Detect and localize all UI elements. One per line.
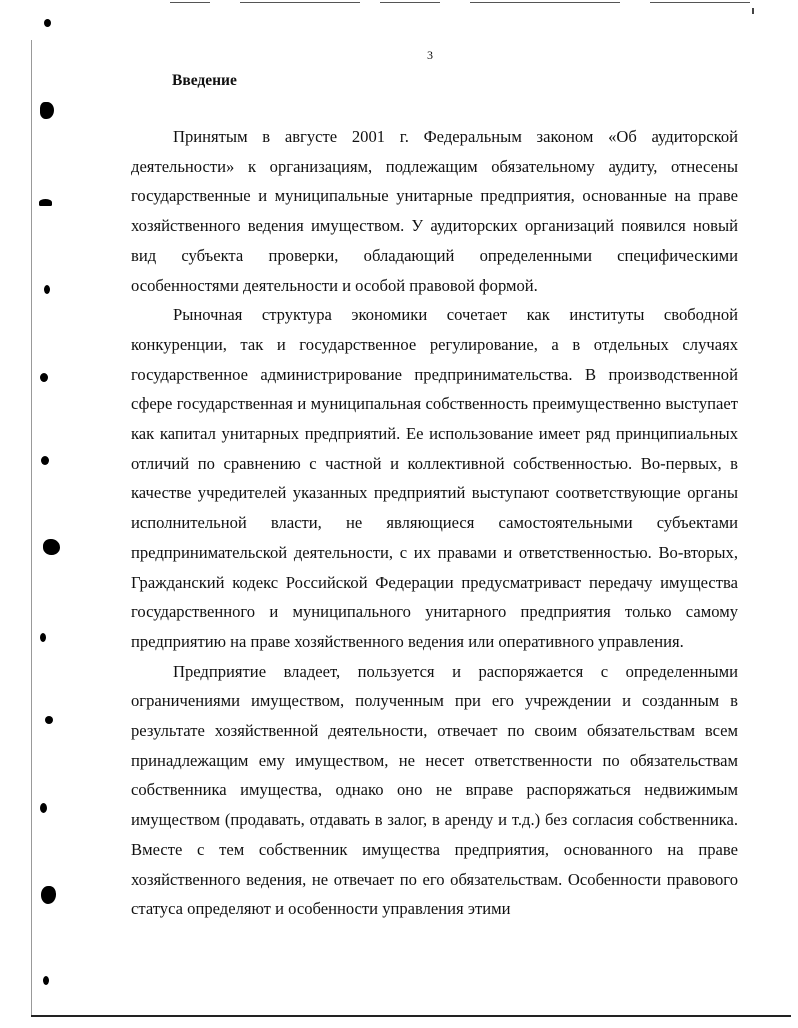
scan-top-rule [470, 2, 620, 3]
page-number: 3 [427, 48, 433, 62]
scan-left-rule [31, 40, 32, 1015]
scan-top-rule [380, 2, 440, 3]
body-text [131, 122, 738, 924]
paragraph: Рыночная структура экономики сочетает как институты свободной конкуренции, так и государственное регулирование, а в отдельных случаях государственное администрирование предпринимательства. В производственной сфере государственная и муниципальная собственность преимущественно выступает как капитал унитарных предприятий. Ее использование имеет ряд принципиальных отличий по сравнению с частной и коллективной собственностью. Во-первых, в качестве учредителей указанных предприятий выступают соответствующие органы исполнительной власти, не являющиеся самостоятельными субъектами предпринимательской деятельности, с их правами и ответственностью. Во-вторых, Гражданский кодекс Российской Федерации предусматриваст передачу имущества государственного и муниципального унитарного предприятия только самому предприятию на праве хозяйственного ведения или оперативного управления. [131, 305, 738, 651]
scan-corner-mark [752, 8, 754, 14]
punch-hole-mark [39, 199, 52, 206]
punch-hole-mark [43, 539, 60, 555]
scan-top-rule [240, 2, 360, 3]
paragraph: Принятым в августе 2001 г. Федеральным законом «Об аудиторской деятельности» к организациям, подлежащим обязательному аудиту, отнесены государственные и муниципальные унитарные предприятия, основанные на праве хозяйственного ведения имуществом. У аудиторских организаций появился новый вид субъекта проверки, обладающий определенными специфическими особенностями деятельности и особой правовой формой. [131, 127, 738, 295]
punch-hole-mark [40, 102, 54, 119]
scan-top-rule [170, 2, 210, 3]
punch-hole-mark [41, 456, 49, 465]
punch-hole-mark [43, 976, 49, 985]
punch-hole-mark [44, 285, 50, 294]
punch-hole-mark [41, 886, 56, 904]
punch-hole-mark [40, 373, 48, 382]
scan-bottom-rule [31, 1015, 791, 1017]
punch-hole-mark [40, 803, 47, 813]
punch-hole-mark [44, 19, 51, 27]
section-heading: Введение [172, 72, 237, 89]
scan-top-rule [650, 2, 750, 3]
paragraph: Предприятие владеет, пользуется и распоряжается с определенными ограничениями имуществом, полученным при его учреждении и созданным в результате хозяйственной деятельности, отвечает по своим обязательствам всем принадлежащим ему имуществом, не несет ответственности по обязательствам собственника имущества, однако оно не вправе распоряжаться недвижимым имуществом (продавать, отдавать в залог, в аренду и т.д.) без согласия собственника. Вместе с тем собственник имущества предприятия, основанного на праве хозяйственного ведения, не отвечает по его обязательствам. Особенности правового статуса определяют и особенности управления этими [131, 661, 738, 919]
punch-hole-mark [45, 716, 53, 724]
punch-hole-mark [40, 633, 46, 642]
